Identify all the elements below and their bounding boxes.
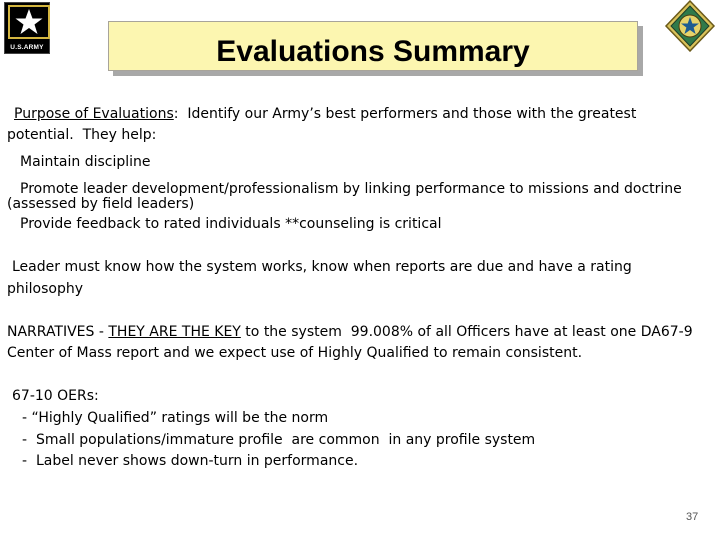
logo-caption: U.S.ARMY [10, 44, 44, 51]
narratives-key: THEY ARE THE KEY [108, 324, 241, 340]
army-seal-icon [664, 0, 716, 52]
narratives-line-2: Center of Mass report and we expect use of Highly Qualified to remain consistent. [7, 345, 583, 361]
narratives-line-1 [7, 324, 693, 340]
narratives-line-1-rest: to the system 99.008% of all Officers have at least one DA67-9 [240, 324, 693, 340]
help-item-feedback: Provide feedback to rated individuals **counseling is critical [20, 216, 442, 232]
purpose-heading: Purpose of Evaluations [14, 106, 174, 122]
oer-item-label: - Label never shows down-turn in performance. [22, 453, 359, 469]
help-item-leader-development: Promote leader development/professionalism by linking performance to missions and doctrine [20, 181, 682, 197]
page-title: Evaluations Summary [216, 35, 530, 68]
purpose-line-2: potential. They help: [7, 127, 157, 143]
title-banner [108, 21, 638, 71]
narratives-prefix: NARRATIVES - [7, 324, 109, 340]
help-item-discipline: Maintain discipline [20, 154, 151, 170]
oer-item-highly-qualified: - “Highly Qualified” ratings will be the norm [22, 410, 329, 426]
leader-line-1: Leader must know how the system works, know when reports are due and have a rating [12, 259, 632, 275]
us-army-logo [4, 2, 50, 54]
purpose-line-1-rest: : Identify our Army’s best performers and those with the greatest [173, 106, 637, 122]
purpose-line-1 [14, 106, 636, 122]
oer-heading: 67-10 OERs: [12, 388, 99, 404]
help-item-leader-development-cont: (assessed by field leaders) [7, 196, 195, 212]
army-star-icon [8, 5, 50, 39]
leader-line-2: philosophy [7, 281, 84, 297]
page-number: 37 [686, 511, 699, 523]
oer-item-small-populations: - Small populations/immature profile are common in any profile system [22, 432, 536, 448]
